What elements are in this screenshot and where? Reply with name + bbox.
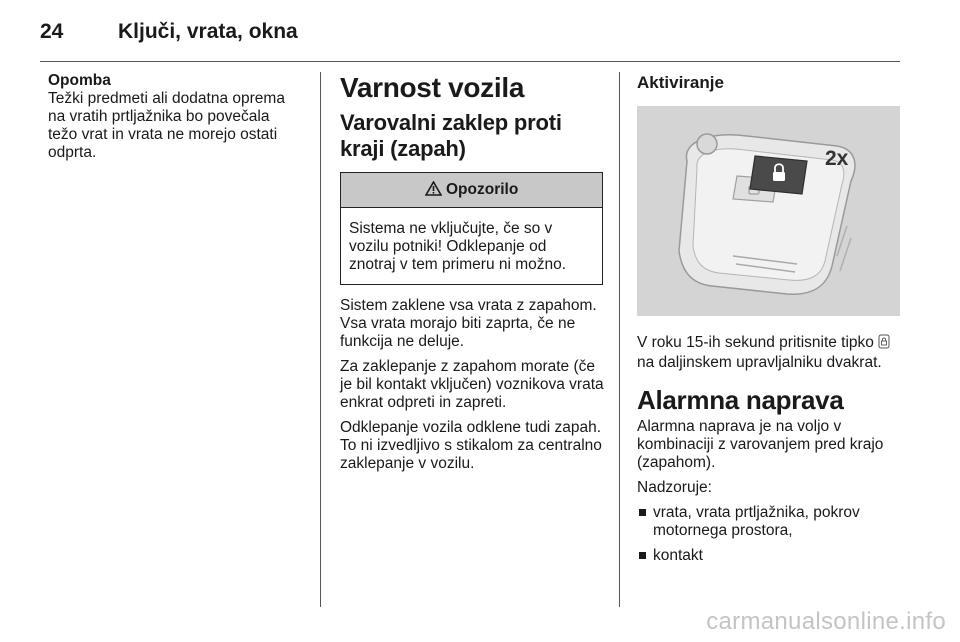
remote-key-image-label: 2x — [825, 147, 849, 170]
list-item: vrata, vrata prtljažnika, pokrov motornega prostora, — [637, 504, 902, 540]
monitored-list — [637, 504, 902, 565]
list-item: kontakt — [637, 547, 902, 565]
paragraph-2: Za zaklepanje z zapahom morate (če je bil kontakt vključen) voznikova vrata enkrat odpreti in zapreti. — [340, 358, 604, 411]
alarm-title: Alarmna naprava — [637, 385, 844, 415]
column-divider-2 — [619, 72, 620, 607]
paragraph-3: Odklepanje vozila odklene tudi zapah. To ni izvedljivo s stikalom za centralno zaklepanje v vozilu. — [340, 419, 602, 472]
column-middle — [340, 72, 605, 480]
remote-key-image — [637, 106, 900, 316]
warning-header — [341, 173, 602, 208]
watermark: carmanualsonline.info — [706, 608, 946, 635]
chapter-title: Ključi, vrata, okna — [118, 20, 298, 43]
alarm-text: Alarmna naprava je na voljo v kombinaciji z varovanjem pred krajo (zapahom). — [637, 418, 884, 471]
warning-text: Sistema ne vključujte, če so v vozilu potniki! Odklepanje od znotraj v tem primeru ni možno. — [349, 220, 567, 273]
activation-heading: Aktiviranje — [637, 73, 724, 92]
page-number: 24 — [40, 20, 64, 43]
paragraph-1: Sistem zaklene vsa vrata z zapahom. Vsa vrata morajo biti zaprta, če ne funkcija ne deluje. — [340, 297, 597, 350]
column-divider-1 — [320, 72, 321, 607]
column-left — [48, 72, 303, 169]
column-right — [637, 72, 902, 572]
lock-key-icon — [878, 334, 890, 354]
subsection-title: Varovalni zaklep proti kraji (zapah) — [340, 110, 562, 161]
section-title: Varnost vozila — [340, 72, 525, 103]
activation-instruction-start: V roku 15-ih sekund pritisnite tipko — [637, 334, 874, 351]
warning-title: Opozorilo — [445, 181, 519, 198]
activation-instruction — [637, 334, 902, 372]
header-rule — [40, 61, 900, 62]
warning-icon — [425, 181, 446, 198]
monitors-label: Nadzoruje: — [637, 479, 712, 496]
note-text: Težki predmeti ali dodatna oprema na vratih prtljažnika bo povečala težo vrat in vrata ne morejo ostati odprta. — [48, 90, 285, 161]
note-title: Opomba — [48, 72, 111, 89]
warning-box — [340, 172, 603, 285]
activation-instruction-end: na daljinskem upravljalniku dvakrat. — [637, 354, 882, 371]
